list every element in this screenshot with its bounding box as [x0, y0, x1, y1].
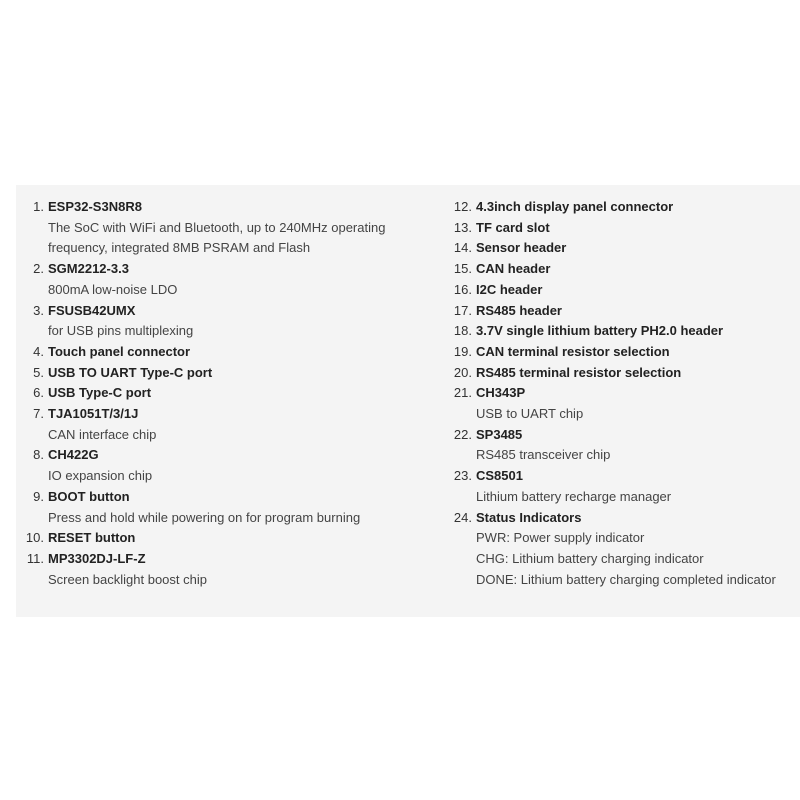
item-title: RESET button [48, 530, 136, 546]
item-title: CH343P [476, 385, 526, 401]
item-number: 9. [33, 488, 44, 504]
item-title: CAN terminal resistor selection [476, 343, 670, 359]
list-item [16, 363, 426, 384]
list-item [444, 238, 800, 259]
list-item [16, 487, 426, 528]
item-number: 24. [453, 509, 472, 525]
item-number: 16. [453, 281, 472, 297]
component-list-left [16, 197, 426, 590]
item-description: 800mA low-noise LDO [48, 281, 178, 297]
item-description: Lithium battery recharge manager [476, 488, 672, 504]
item-description: Screen backlight boost chip [48, 571, 207, 587]
list-item [16, 197, 426, 259]
item-title: Touch panel connector [48, 343, 191, 359]
list-item [444, 259, 800, 280]
list-item [444, 218, 800, 239]
list-item [16, 404, 426, 445]
item-number: 15. [453, 261, 472, 277]
item-number: 12. [453, 199, 472, 214]
item-number: 6. [33, 385, 44, 401]
list-item [16, 342, 426, 363]
item-number: 1. [33, 199, 44, 214]
item-number: 17. [453, 302, 472, 318]
list-item [444, 301, 800, 322]
item-title: Sensor header [476, 240, 567, 256]
list-item [444, 197, 800, 218]
list-item [16, 445, 426, 486]
item-title: CH422G [48, 447, 99, 463]
item-title: Status Indicators [476, 509, 582, 525]
item-title: TF card slot [476, 219, 550, 235]
item-title: RS485 header [476, 302, 562, 318]
list-item [444, 425, 800, 466]
item-title: USB Type-C port [48, 385, 152, 401]
item-number: 22. [453, 426, 472, 442]
item-title: MP3302DJ-LF-Z [48, 550, 146, 566]
item-number: 4. [33, 343, 44, 359]
item-title: CAN header [476, 261, 551, 277]
list-item [444, 383, 800, 424]
item-number: 23. [453, 468, 472, 484]
list-item [16, 549, 426, 590]
list-item [444, 363, 800, 384]
list-item [444, 508, 800, 591]
item-description: USB to UART chip [476, 406, 584, 422]
list-item [16, 259, 426, 300]
item-title: BOOT button [48, 488, 130, 504]
item-number: 5. [33, 364, 44, 380]
item-description: DONE: Lithium battery charging completed indicator [476, 571, 776, 587]
item-number: 20. [453, 364, 472, 380]
item-number: 19. [453, 343, 472, 359]
item-title: SP3485 [476, 426, 523, 442]
item-number: 11. [26, 550, 44, 566]
item-number: 2. [33, 261, 44, 277]
item-title: SGM2212-3.3 [48, 261, 129, 277]
item-title: FSUSB42UMX [48, 302, 136, 318]
list-item [16, 528, 426, 549]
item-description: frequency, integrated 8MB PSRAM and Flash [48, 240, 311, 256]
list-item [444, 342, 800, 363]
item-title: CS8501 [476, 468, 523, 484]
item-title: 3.7V single lithium battery PH2.0 header [476, 323, 724, 339]
item-description: CAN interface chip [48, 426, 157, 442]
list-item [16, 383, 426, 404]
item-description: The SoC with WiFi and Bluetooth, up to 240MHz operating [48, 219, 386, 235]
item-title: USB TO UART Type-C port [48, 364, 213, 380]
item-title: I2C header [476, 281, 543, 297]
component-list-panel [16, 185, 800, 617]
item-number: 8. [33, 447, 44, 463]
list-item [16, 301, 426, 342]
item-description: RS485 transceiver chip [476, 447, 611, 463]
item-number: 7. [33, 406, 44, 422]
item-description: CHG: Lithium battery charging indicator [476, 550, 704, 566]
list-item [444, 466, 800, 507]
item-number: 21. [453, 385, 472, 401]
item-number: 10. [25, 530, 44, 546]
item-title: ESP32-S3N8R8 [48, 199, 142, 214]
item-title: 4.3inch display panel connector [476, 199, 674, 214]
item-description: PWR: Power supply indicator [476, 530, 645, 546]
item-number: 18. [453, 323, 472, 339]
item-number: 3. [33, 302, 44, 318]
item-title: TJA1051T/3/1J [48, 406, 139, 422]
list-item [444, 321, 800, 342]
item-title: RS485 terminal resistor selection [476, 364, 682, 380]
item-description: for USB pins multiplexing [48, 323, 194, 339]
item-number: 14. [453, 240, 472, 256]
item-description: IO expansion chip [48, 468, 153, 484]
list-item [444, 280, 800, 301]
component-list-right [444, 197, 800, 590]
item-number: 13. [453, 219, 472, 235]
item-description: Press and hold while powering on for program burning [48, 509, 361, 525]
